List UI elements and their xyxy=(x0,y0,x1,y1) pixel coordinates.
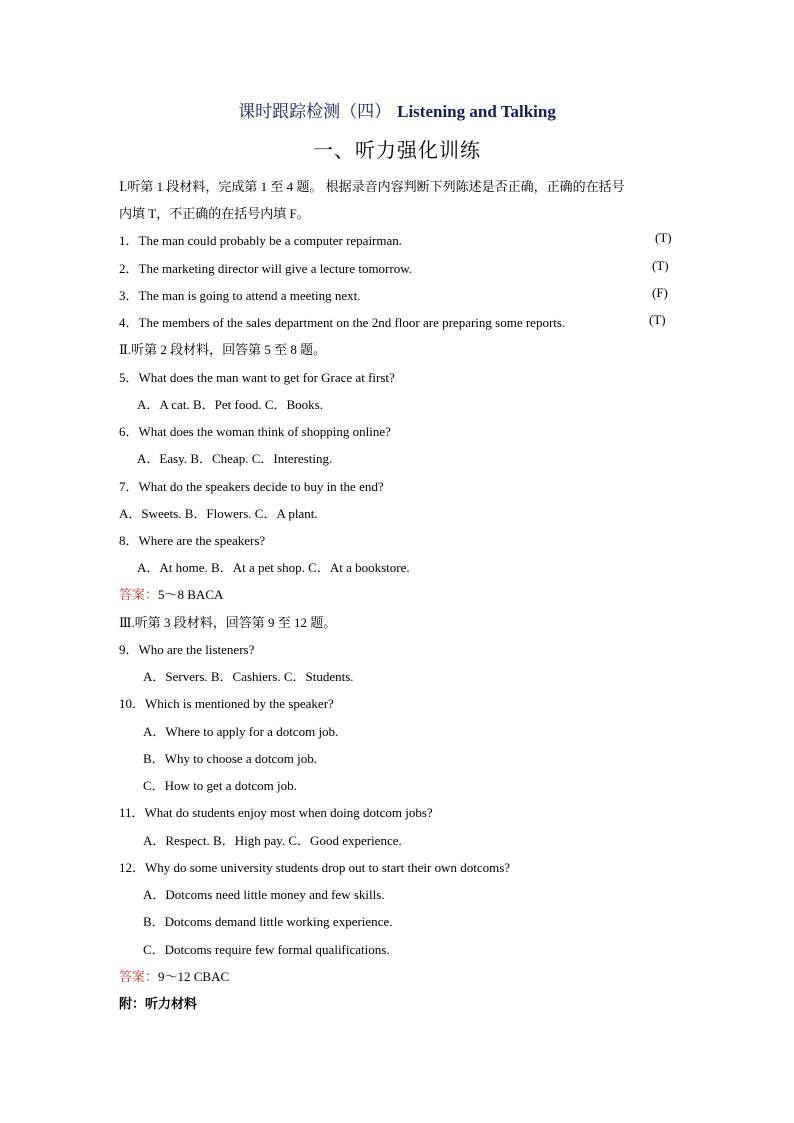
option-12b: B．Dotcoms demand little working experience. xyxy=(143,914,393,929)
question-6: 6．What does the woman think of shopping online? xyxy=(119,424,391,439)
answer-4: (T) xyxy=(649,312,666,327)
answer-key-3 xyxy=(119,966,229,985)
answer-1: (T) xyxy=(655,230,672,245)
options-7: A．Sweets. B．Flowers. C．A plant. xyxy=(119,506,318,521)
section-heading: 一、听力强化训练 xyxy=(313,140,481,162)
option-10b: B．Why to choose a dotcom job. xyxy=(143,751,318,766)
answer-3: (F) xyxy=(652,285,668,300)
options-11: A．Respect. B．High pay. C．Good experience. xyxy=(143,833,402,848)
title-cn: 课时跟踪检测（四） xyxy=(238,102,392,121)
options-9: A．Servers. B．Cashiers. C．Students. xyxy=(143,669,354,684)
options-8: A．At home. B．At a pet shop. C．At a bookstore. xyxy=(137,560,410,575)
question-7: 7．What do the speakers decide to buy in the end? xyxy=(119,479,384,494)
answer-key-2 xyxy=(119,584,223,603)
answer-value: 5～8 BACA xyxy=(158,587,224,602)
option-10c: C．How to get a dotcom job. xyxy=(143,778,297,793)
appendix-label: 附：听力材料 xyxy=(119,996,198,1011)
option-10a: A．Where to apply for a dotcom job. xyxy=(143,724,339,739)
answer-value: 9～12 CBAC xyxy=(158,969,230,984)
question-3: 3．The man is going to attend a meeting next. xyxy=(119,288,361,303)
options-6: A．Easy. B．Cheap. C．Interesting. xyxy=(137,451,333,466)
instruction-1a: Ⅰ.听第 1 段材料，完成第 1 至 4 题。 根据录音内容判断下列陈述是否正确，正确的在括号 xyxy=(119,179,625,194)
question-2: 2．The marketing director will give a lecture tomorrow. xyxy=(119,261,413,276)
question-9: 9．Who are the listeners? xyxy=(119,642,255,657)
question-1: 1．The man could probably be a computer repairman. xyxy=(119,233,403,248)
question-4: 4．The members of the sales department on the 2nd floor are preparing some reports. xyxy=(119,315,566,330)
question-10: 10．Which is mentioned by the speaker? xyxy=(119,696,334,711)
page-title xyxy=(0,97,794,122)
answer-label: 答案： xyxy=(119,587,159,602)
answer-label: 答案： xyxy=(119,969,159,984)
answer-2: (T) xyxy=(652,258,669,273)
options-5: A．A cat. B．Pet food. C．Books. xyxy=(137,397,323,412)
instruction-1b: 内填 T，不正确的在括号内填 F。 xyxy=(119,206,310,221)
question-8: 8．Where are the speakers? xyxy=(119,533,266,548)
question-5: 5．What does the man want to get for Grace at first? xyxy=(119,370,395,385)
question-11: 11．What do students enjoy most when doing dotcom jobs? xyxy=(119,805,433,820)
option-12a: A．Dotcoms need little money and few skills. xyxy=(143,887,385,902)
instruction-2: Ⅱ.听第 2 段材料，回答第 5 至 8 题。 xyxy=(119,342,327,357)
title-en: Listening and Talking xyxy=(397,102,556,121)
instruction-3: Ⅲ.听第 3 段材料，回答第 9 至 12 题。 xyxy=(119,615,337,630)
question-12: 12．Why do some university students drop out to start their own dotcoms? xyxy=(119,860,511,875)
option-12c: C．Dotcoms require few formal qualifications. xyxy=(143,942,390,957)
